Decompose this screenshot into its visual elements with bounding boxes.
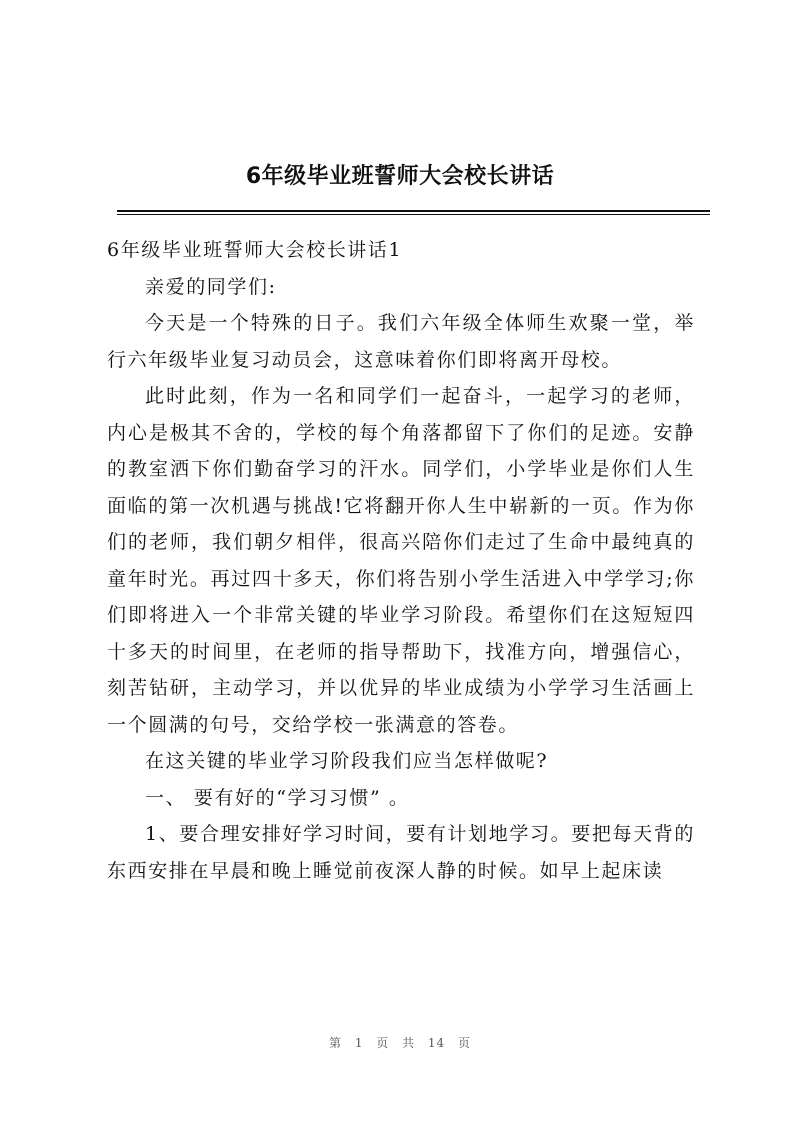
paragraph: 此时此刻，作为一名和同学们一起奋斗，一起学习的老师，内心是极其不舍的，学校的每个角落都留下了你们的足迹。安静的教室洒下你们勤奋学习的汗水。同学们，小学毕业是你们人生面临的第一次机遇与挑战!它将翻开你人生中崭新的一页。作为你们的老师，我们朝夕相伴，很高兴陪你们走过了生命中最纯真的童年时光。再过四十多天，你们将告别小学生活进入中学学习;你们即将进入一个非常关键的毕业学习阶段。希望你们在这短短四十多天的时间里，在老师的指导帮助下，找准方向，增强信心，刻苦钻研，主动学习，并以优异的毕业成绩为小学学习生活画上一个圆满的句号，交给学校一张满意的答卷。 [107, 385, 695, 736]
point-heading: 一、 要有好的“学习习惯” 。 [145, 786, 410, 809]
document-title: 6年级毕业班誓师大会校长讲话 [245, 164, 555, 189]
paragraph: 1、要合理安排好学习时间，要有计划地学习。要把每天背的东西安排在早晨和晚上睡觉前夜深人静的时候。如早上起床读 [107, 823, 695, 882]
title-divider-thick [117, 210, 710, 212]
paragraph: 在这关键的毕业学习阶段我们应当怎样做呢? [145, 750, 549, 772]
page-number-footer: 第 1 页 共 14 页 [329, 1036, 471, 1050]
paragraph: 今天是一个特殊的日子。我们六年级全体师生欢聚一堂，举行六年级毕业复习动员会，这意味着你们即将离开母校。 [107, 312, 695, 371]
document-body [107, 232, 695, 889]
title-divider-thin [117, 214, 710, 215]
section-heading: 6年级毕业班誓师大会校长讲话1 [107, 239, 403, 261]
salutation: 亲爱的同学们: [145, 275, 277, 298]
